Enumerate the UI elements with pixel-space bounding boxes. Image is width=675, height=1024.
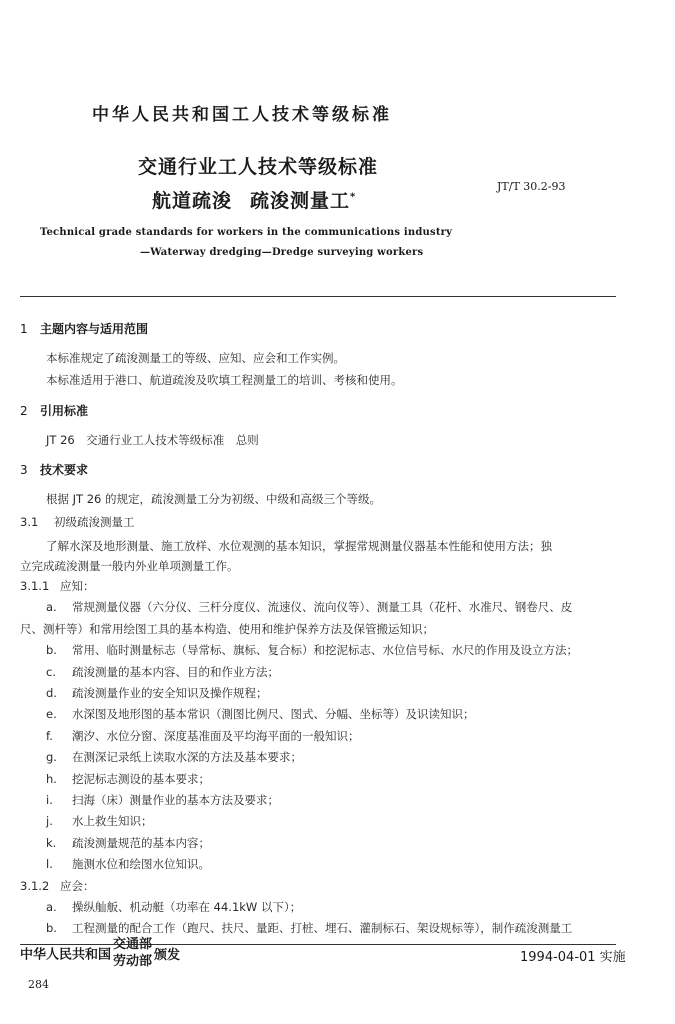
section-1-paragraph-1: 本标准规定了疏浚测量工的等级、应知、应会和工作实例。 [46, 351, 345, 365]
list-item [46, 835, 210, 851]
list-item [46, 642, 578, 658]
list-item-text: 施测水位和绘图水位知识。 [72, 857, 210, 872]
list-item [46, 664, 279, 680]
section-3-paragraph-1: 根据 JT 26 的规定，疏浚测量工分为初级、中级和高级三个等级。 [46, 492, 382, 506]
section-2-title: 引用标准 [40, 404, 89, 418]
list-item-text: 水深图及地形图的基本常识（測图比例尺、图式、分幅、坐标等）及识读知识； [72, 707, 475, 722]
section-3-1-1-heading [20, 578, 95, 594]
list-item-label: h. [46, 771, 57, 786]
list-item [46, 813, 153, 829]
title-footnote-mark: * [350, 191, 357, 203]
list-item-text: 挖泥标志测设的基本要求； [72, 771, 210, 786]
list-item [46, 856, 210, 872]
issuing-ministries [113, 936, 152, 970]
list-item [46, 749, 302, 765]
list-item [46, 706, 475, 722]
list-item [46, 599, 572, 615]
section-2-reference: JT 26 交通行业工人技术等级标准 总则 [46, 433, 259, 447]
section-3-number: 3 [20, 463, 28, 477]
section-3-1-title: 初级疏浚测量工 [54, 515, 135, 529]
section-3-1-2-number: 3.1.2 [20, 878, 50, 893]
list-item-text: 疏浚测量作业的安全知识及操作规程； [72, 686, 268, 700]
issuing-authority [20, 936, 180, 970]
standard-number: JT/T 30.2-93 [497, 180, 566, 193]
list-item-label: j. [46, 814, 53, 829]
list-item-text: 尺、测杆等）和常用绘图工具的基本构造、使用和维护保养方法及保管搬运知识； [20, 621, 434, 636]
title-dredge-surveyor: 疏浚测量工 [250, 190, 351, 212]
section-3-1-paragraph-2: 立完成疏浚测量一般内外业单项测量工作。 [20, 559, 239, 573]
list-item-label: l. [46, 857, 53, 872]
page-number: 284 [28, 978, 49, 991]
list-item-label: g. [46, 750, 57, 765]
section-3-1-1-title: 应知： [60, 579, 95, 593]
section-2-number: 2 [20, 404, 28, 418]
section-3-1-2-title: 应会： [60, 878, 95, 893]
list-item-text: 疏浚测量规范的基本内容； [72, 835, 210, 850]
list-item [46, 792, 279, 808]
list-item [46, 685, 268, 701]
section-3-1-paragraph-1: 了解水深及地形测量、施工放样、水位观测的基本知识，掌握常规测量仪器基本性能和使用方法；独 [46, 539, 552, 553]
title-waterway-dredging: 航道疏浚 [152, 190, 233, 212]
section-3-1-heading [20, 514, 135, 530]
list-item-text: 操纵舢舨、机动艇（功率在 44.1kW 以下）； [72, 900, 302, 914]
list-item-text: 常规测量仪器（六分仪、三杆分度仪、流速仪、流向仪等）、测量工具（花杆、水准尺、钢卷尺、皮 [72, 600, 573, 615]
list-item-label: i. [46, 793, 53, 807]
list-item-text: 工程测量的配合工作（跑尺、扶尺、量距、打桩、埋石、灌制标石、架设规标等），制作疏浚测量工 [72, 921, 573, 936]
effective-date: 1994-04-01 实施 [520, 950, 626, 965]
list-item-text: 常用、临时测量标志（导常标、旗标、复合标）和挖泥标志、水位信号标、水尺的作用及设立方法； [72, 643, 578, 658]
section-3-heading [20, 461, 88, 478]
list-item-label: c. [46, 664, 56, 679]
section-3-1-2-heading [20, 878, 95, 894]
section-1-paragraph-2: 本标准适用于港口、航道疏浚及吹填工程测量工的培训、考核和使用。 [46, 373, 403, 387]
list-item-text: 潮汐、水位分窗、深度基准面及平均海平面的一般知识； [72, 728, 360, 743]
section-3-1-number: 3.1 [20, 515, 39, 529]
section-1-title: 主题内容与适用范围 [40, 322, 149, 336]
ministry-labour: 劳动部 [113, 954, 153, 969]
list-item [46, 728, 360, 744]
list-item [46, 920, 572, 936]
english-title-line2: —Waterway dredging—Dredge surveying workers [140, 247, 424, 258]
header-divider [20, 296, 616, 297]
section-2-heading [20, 402, 88, 419]
list-item-text: 扫海（床）测量作业的基本方法及要求； [72, 793, 279, 807]
ministry-transport: 交通部 [113, 937, 153, 952]
list-item [46, 899, 301, 915]
list-item-label: b. [46, 921, 57, 936]
list-item-label: e. [46, 707, 57, 722]
english-title-line1: Technical grade standards for workers in the communications industry [40, 227, 453, 238]
list-item-text: 疏浚测量的基本内容、目的和作业方法； [72, 664, 279, 679]
section-3-title: 技术要求 [40, 463, 89, 477]
section-3-1-1-number: 3.1.1 [20, 579, 50, 593]
list-item-text: 在测深记录纸上读取水深的方法及基本要求； [72, 750, 302, 765]
issue-word: 颁发 [154, 947, 181, 963]
standard-title-line2 [152, 186, 356, 213]
list-item [46, 771, 210, 787]
section-1-heading [20, 320, 148, 337]
list-item-label: a. [46, 600, 57, 615]
list-item-text: 水上救生知识； [72, 814, 153, 829]
list-item-label: b. [46, 643, 57, 658]
list-item-continuation [20, 621, 434, 637]
national-standard-title: 中华人民共和国工人技术等级标准 [92, 105, 392, 125]
list-item-label: d. [46, 686, 57, 700]
list-item-label: a. [46, 900, 57, 914]
standard-title-line1: 交通行业工人技术等级标准 [138, 156, 379, 178]
section-1-number: 1 [20, 322, 28, 336]
issuing-country: 中华人民共和国 [20, 947, 112, 963]
list-item-label: k. [46, 835, 57, 850]
list-item-label: f. [46, 728, 53, 743]
